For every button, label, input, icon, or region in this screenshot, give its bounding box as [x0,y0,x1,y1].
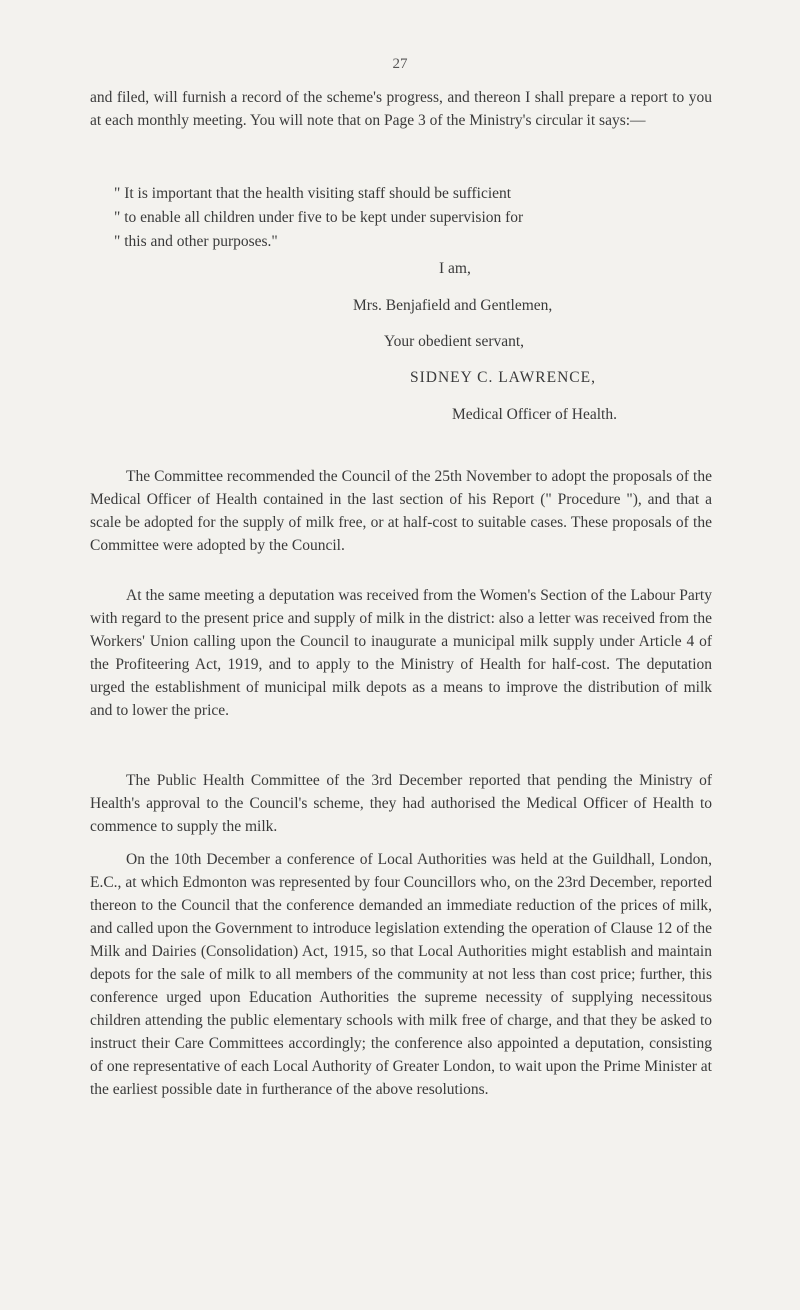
page-number: 27 [392,56,408,72]
paragraph-guildhall-conference: On the 10th December a conference of Local Authorities was held at the Guildhall, London, E.C., at which Edmonton was represented by four Councillors who, on the 23rd December, reported thereon to the Council that the conference demanded an immediate reduction of the prices of milk, and called upon the Government to introduce legislation extending the operation of Clause 12 of the Milk and Dairies (Consolidation) Act, 1915, so that Local Authorities might establish and maintain depots for the sale of milk to all members of the community at not less than cost price; further, this conference urged upon Education Authorities the supreme necessity of supplying necessitous children attending the public elementary schools with milk free of charge, and that they be asked to instruct their Care Committees accordingly; the conference also appointed a deputation, consisting of one representative of each Local Authority of Greater London, to wait upon the Prime Minister at the earliest possible date in furtherance of the above resolutions. [90,851,712,1098]
paragraph-continuation: and filed, will furnish a record of the scheme's progress, and thereon I shall prepare a report to you at each monthly meeting. You will note that on Page 3 of the Ministry's circular it says:— [90,89,712,129]
signatory-name: SIDNEY C. LAWRENCE, [410,369,596,386]
quote-line-2: " to enable all children under five to be kept under supervision for [114,209,524,226]
paragraph-committee-recommendation: The Committee recommended the Council of the 25th November to adopt the proposals of the Medical Officer of Health contained in the last section of his Report (" Procedure "), and that a scale be adopted for the supply of milk free, or at half-cost to suitable cases. These proposals of the Committee were adopted by the Council. [90,468,712,554]
signoff-address: Mrs. Benjafield and Gentlemen, [353,297,553,314]
signatory-title: Medical Officer of Health. [452,406,617,423]
quote-line-3: " this and other purposes." [114,233,278,250]
ministry-circular-quote [114,182,712,254]
signoff-closing: Your obedient servant, [384,333,525,350]
paragraph-public-health-committee: The Public Health Committee of the 3rd December reported that pending the Ministry of Health's approval to the Council's scheme, they had authorised the Medical Officer of Health to commence to supply the milk. [90,772,712,835]
quote-line-1: " It is important that the health visiting staff should be sufficient [114,185,512,202]
paragraph-deputation: At the same meeting a deputation was received from the Women's Section of the Labour Party with regard to the present price and supply of milk in the district: also a letter was received from the Workers' Union calling upon the Council to inaugurate a municipal milk supply under Article 4 of the Profiteering Act, 1919, and to apply to the Ministry of Health for half-cost. The deputation urged the establishment of municipal milk depots as a means to improve the distribution of milk and to lower the price. [90,587,712,719]
signoff-i-am: I am, [439,260,471,277]
